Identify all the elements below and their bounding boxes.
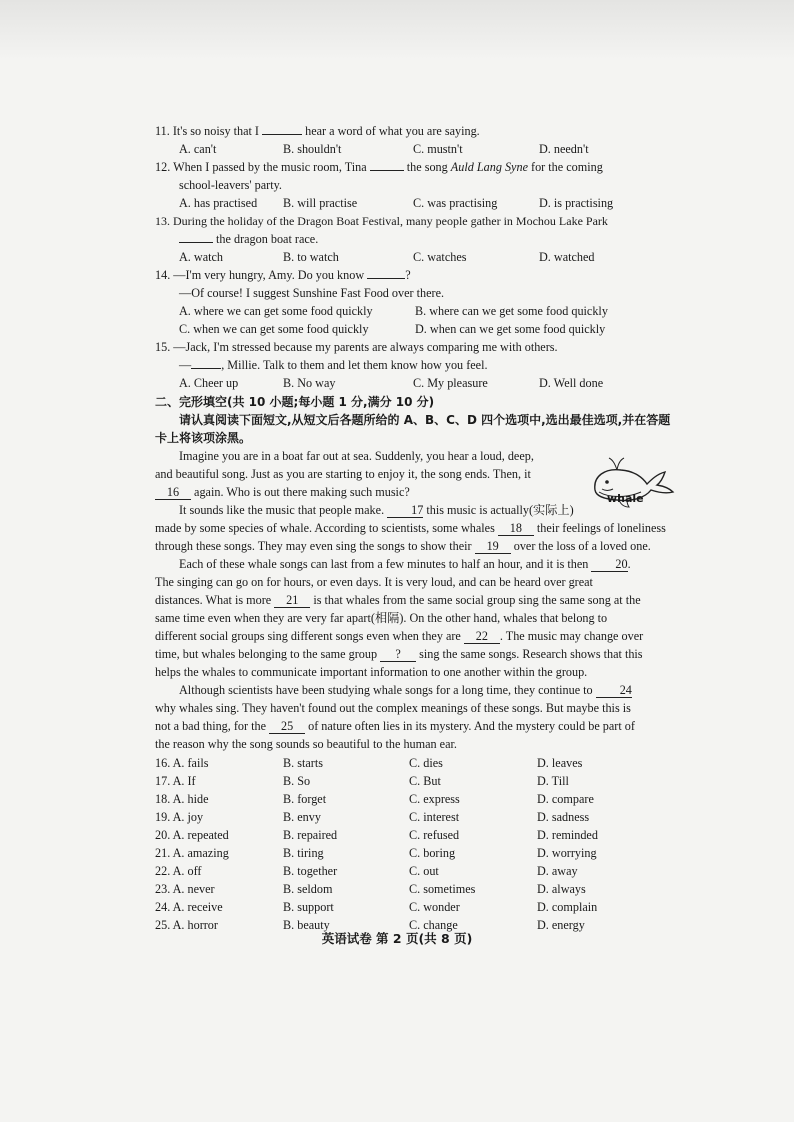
passage-line [155,681,675,699]
question-13-options [155,248,675,266]
question-number: 12. [155,160,171,174]
passage-line [155,555,675,573]
cloze-option: B. seldom [283,882,333,896]
passage-line [155,645,675,663]
question-15-line2: — , Millie. Talk to them and let them know how you feel. [179,358,488,372]
option-d: D. watched [539,250,595,264]
passage-line: Imagine you are in a boat far out at sea. Suddenly, you hear a loud, deep, [179,449,534,463]
cloze-option: C. sometimes [409,882,476,896]
cloze-option-row [155,772,675,790]
blank-16: 16 [155,485,191,500]
cloze-option: 24. A. receive [155,900,223,914]
passage-line: why whales sing. They haven't found out the complex meanings of these songs. But maybe this is [155,701,631,715]
option-a: A. Cheer up [179,376,239,390]
question-15 [155,338,675,356]
cloze-option: D. always [537,882,586,896]
cloze-option: 25. A. horror [155,918,218,932]
passage-line [155,591,675,609]
cloze-option: C. dies [409,756,443,770]
question-stem: —Jack, I'm stressed because my parents are always comparing me with others. [173,340,558,354]
passage-text: . The music may change over [499,629,644,643]
blank-24: 24 [596,683,632,698]
option-c: C. My pleasure [413,376,488,390]
option-d: D. when can we get some food quickly [415,322,606,336]
cloze-option: B. repaired [283,828,338,842]
cloze-option: 19. A. joy [155,810,204,824]
passage-line: helps the whales to communicate important information to one another within the group. [155,665,588,679]
option-b: B. shouldn't [283,142,342,156]
passage-text: not a bad thing, for the [155,719,267,733]
question-11-options [155,140,675,158]
option-a: A. watch [179,250,223,264]
question-number: 13. [155,214,170,228]
question-stem: , Millie. Talk to them and let them know how you feel. [221,358,488,372]
passage-text: It sounds like the music that people make. [179,503,385,517]
question-14-options-row2 [155,320,675,338]
option-c: C. mustn't [413,142,463,156]
cloze-option: 20. A. repeated [155,828,229,842]
question-number: 14. [155,268,171,282]
cloze-option-row [155,844,675,862]
option-a: A. where we can get some food quickly [179,304,373,318]
blank-18: 18 [498,521,534,536]
cloze-option: B. envy [283,810,321,824]
passage-text: is that whales from the same social group sing the same song at the [313,593,641,607]
question-number: 11. [155,124,170,138]
cloze-option: 18. A. hide [155,792,209,806]
option-b: B. to watch [283,250,339,264]
passage-text: this music is actually(实际上) [426,503,574,517]
passage-text: different social groups sing different songs even when they are [155,629,461,643]
passage-line [155,717,675,735]
passage-text: their feelings of loneliness [536,521,666,535]
page-footer: 英语试卷 第 2 页(共 8 页) [321,931,473,946]
blank-20: 20 [591,557,627,572]
song-title: Auld Lang Syne [450,160,528,174]
question-stem: for the coming [531,160,603,174]
cloze-option: D. away [537,864,578,878]
cloze-option: C. boring [409,846,456,860]
section-instruction: 请认真阅读下面短文,从短文后各题所给的 A、B、C、D 四个选项中,选出最佳选项,并在答题卡上将该项涂黑。 [155,413,671,445]
cloze-option: B. tiring [283,846,324,860]
cloze-options [155,754,675,934]
option-b: B. where can we get some food quickly [415,304,608,318]
passage-text: through these songs. They may even sing the songs to show their [155,539,472,553]
scan-shadow [0,0,794,60]
option-a: A. has practised [179,196,258,210]
cloze-option: D. sadness [537,810,590,824]
cloze-option-row [155,754,675,772]
answer-blank [370,158,404,171]
question-12-options [155,194,675,212]
cloze-option: C. wonder [409,900,460,914]
option-c: C. was practising [413,196,498,210]
cloze-option: B. together [283,864,338,878]
passage-text: of nature often lies in its mystery. And the mystery could be part of [308,719,635,733]
passage-line [155,483,580,501]
cloze-option: D. Till [537,774,569,788]
option-d: D. Well done [539,376,604,390]
answer-blank [191,356,221,369]
cloze-option: D. reminded [537,828,598,842]
cloze-option: C. change [409,918,458,932]
cloze-option: D. compare [537,792,594,806]
cloze-option: B. forget [283,792,327,806]
question-14-options-row1 [155,302,675,320]
passage-line [155,501,580,519]
cloze-option: D. leaves [537,756,583,770]
passage-line: the reason why the song sounds so beautiful to the human ear. [155,737,457,751]
blank-23: ? [380,647,416,662]
question-stem: It's so noisy that I [172,124,259,138]
cloze-option-row [155,790,675,808]
cloze-option: C. interest [409,810,460,824]
question-stem: —I'm very hungry, Amy. Do you know [173,268,365,282]
cloze-option-row [155,808,675,826]
question-13 [155,212,675,230]
option-b: B. No way [283,376,336,390]
whale-illustration [587,452,677,524]
cloze-option: D. energy [537,918,585,932]
cloze-option: D. complain [537,900,598,914]
option-d: D. is practising [539,196,614,210]
answer-blank [262,122,302,135]
cloze-option: 16. A. fails [155,756,209,770]
cloze-option-row [155,898,675,916]
passage-text: made by some species of whale. According to scientists, some whales [155,521,495,535]
question-15-options [155,374,675,392]
answer-blank [367,266,405,279]
cloze-option: B. beauty [283,918,330,932]
cloze-option: 22. A. off [155,864,202,878]
cloze-option: B. So [283,774,311,788]
passage-text: Each of these whale songs can last from a few minutes to half an hour, and it is then [179,557,589,571]
cloze-option: C. But [409,774,441,788]
question-mark: ? [405,268,411,282]
passage-text: . [627,557,631,571]
cloze-option-row [155,862,675,880]
question-14-line2: —Of course! I suggest Sunshine Fast Food over there. [179,286,445,300]
passage-text: distances. What is more [155,593,272,607]
cloze-option: 23. A. never [155,882,215,896]
passage-text: sing the same songs. Research shows that this [419,647,643,661]
option-c: C. when we can get some food quickly [179,322,369,336]
cloze-option: 21. A. amazing [155,846,229,860]
passage-line: same time even when they are very far apart(相隔). On the other hand, whales that belong to [155,611,608,625]
blank-17: 17 [387,503,423,518]
answer-blank [179,230,213,243]
exam-page [155,122,675,934]
cloze-option: C. out [409,864,439,878]
option-c: C. watches [413,250,467,264]
cloze-option: B. support [283,900,334,914]
passage-line [155,627,675,645]
question-14 [155,266,675,284]
blank-19: 19 [475,539,511,554]
cloze-option-row [155,826,675,844]
blank-25: 25 [269,719,305,734]
cloze-option: B. starts [283,756,323,770]
cloze-option: 17. A. If [155,774,196,788]
passage-line [155,537,675,555]
question-stem: the dragon boat race. [216,232,319,246]
passage-text: time, but whales belonging to the same group [155,647,378,661]
passage-line: and beautiful song. Just as you are starting to enjoy it, the song ends. Then, it [155,467,531,481]
passage-text: again. Who is out there making such music? [194,485,410,499]
passage-text: Although scientists have been studying whale songs for a long time, they continue to [179,683,593,697]
blank-22: 22 [464,629,500,644]
question-stem: When I passed by the music room, Tina [173,160,367,174]
passage-line: The singing can go on for hours, or even days. It is very loud, and can be heard over great [155,575,593,589]
option-a: A. can't [179,142,217,156]
question-13-line2 [155,230,675,248]
cloze-option-row [155,880,675,898]
question-stem: During the holiday of the Dragon Boat Festival, many people gather in Mochou Lake Park [173,214,608,228]
question-12-line2: school-leavers' party. [179,178,282,192]
option-b: B. will practise [283,196,358,210]
whale-label: whale [607,492,644,505]
question-stem: hear a word of what you are saying. [305,124,480,138]
option-d: D. needn't [539,142,589,156]
question-stem: the song [406,160,448,174]
passage-text: over the loss of a loved one. [513,539,651,553]
cloze-option: C. express [409,792,460,806]
cloze-option: D. worrying [537,846,597,860]
blank-21: 21 [274,593,310,608]
question-11 [155,122,675,140]
question-12 [155,158,675,176]
question-number: 15. [155,340,171,354]
section-title: 二、完形填空(共 10 小题;每小题 1 分,满分 10 分) [155,395,435,409]
cloze-option: C. refused [409,828,460,842]
